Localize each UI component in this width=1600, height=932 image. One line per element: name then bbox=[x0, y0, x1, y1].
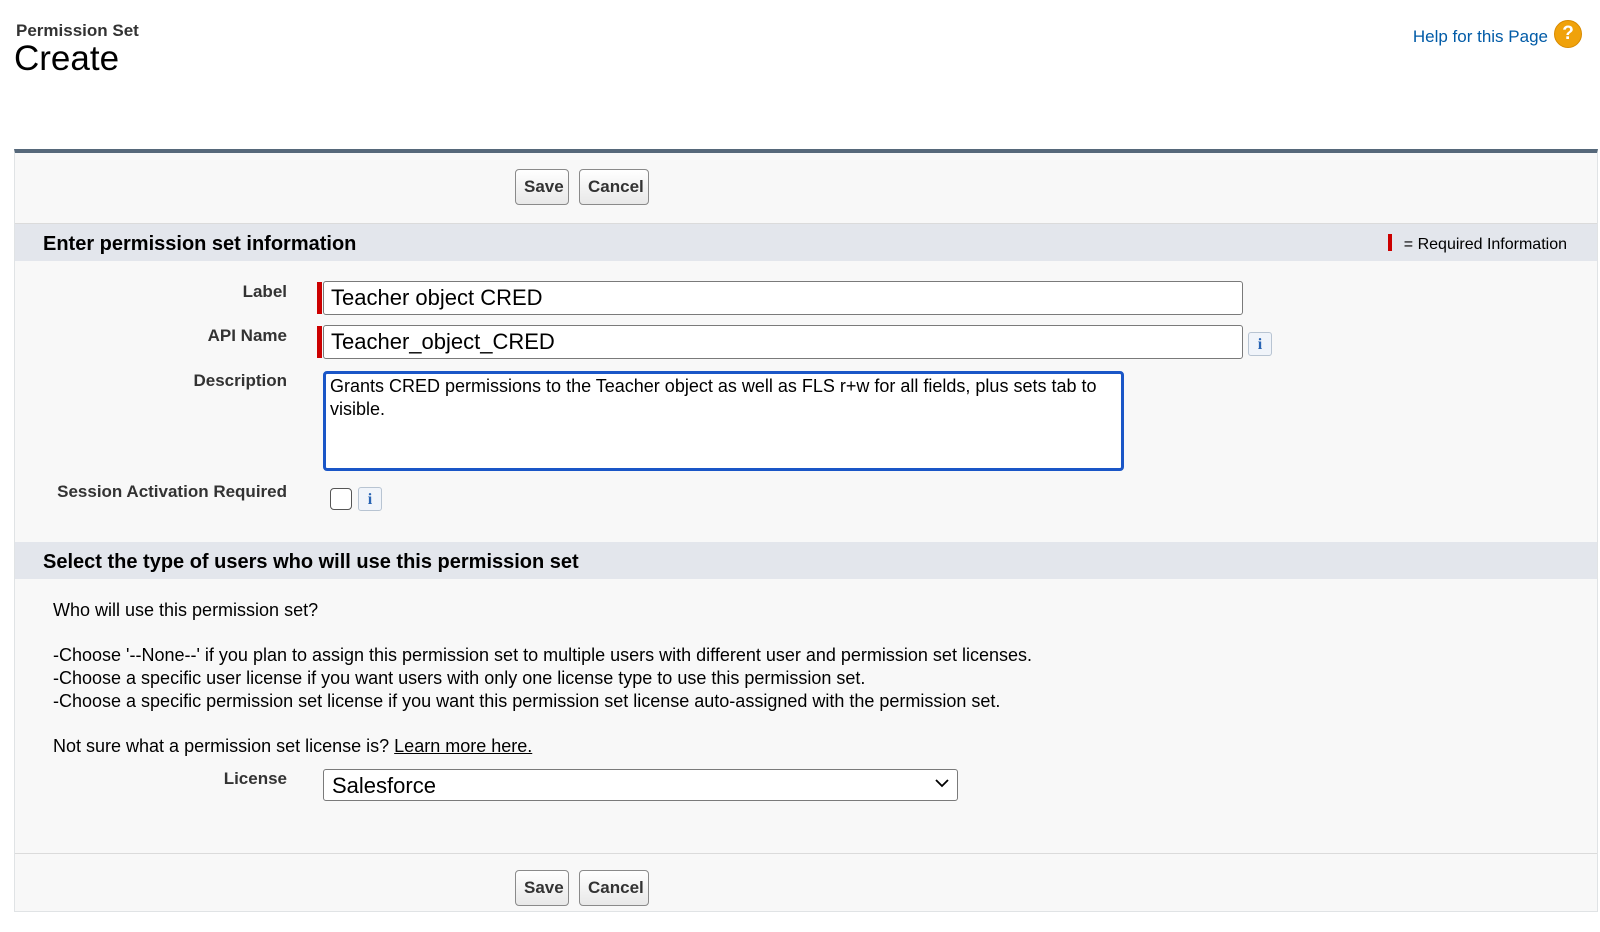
chevron-down-icon bbox=[933, 774, 951, 792]
label-field-label: Label bbox=[242, 282, 287, 301]
license-field-label: License bbox=[223, 769, 287, 788]
license-help-line: Not sure what a permission set license is? Learn more here. bbox=[53, 736, 533, 756]
cancel-button-top[interactable]: Cancel bbox=[579, 169, 649, 205]
learn-more-link[interactable]: Learn more here. bbox=[394, 736, 533, 756]
license-select[interactable] bbox=[323, 769, 958, 801]
page-title: Create bbox=[14, 39, 120, 78]
bottom-button-row bbox=[15, 853, 1597, 924]
save-button-top[interactable]: Save bbox=[515, 169, 569, 205]
license-selected-value: Salesforce bbox=[332, 773, 436, 798]
info-icon[interactable]: i bbox=[358, 487, 382, 511]
api-name-field-label: API Name bbox=[207, 326, 287, 345]
description-field-label: Description bbox=[193, 371, 287, 390]
section-header-users bbox=[15, 542, 1597, 579]
description-textarea[interactable] bbox=[323, 371, 1124, 471]
question-text: Who will use this permission set? bbox=[53, 600, 319, 620]
required-legend: = Required Information bbox=[1388, 234, 1567, 254]
api-name-input[interactable] bbox=[323, 325, 1243, 359]
section-title: Enter permission set information bbox=[43, 233, 357, 255]
section-title: Select the type of users who will use this permission set bbox=[43, 551, 579, 573]
page-type-label: Permission Set bbox=[16, 21, 139, 40]
cancel-button-bottom[interactable]: Cancel bbox=[579, 870, 649, 906]
help-link[interactable]: Help for this Page bbox=[1412, 27, 1548, 46]
instruction-line: -Choose a specific user license if you want users with only one license type to use this permission set. bbox=[53, 668, 866, 688]
info-icon[interactable]: i bbox=[1248, 332, 1272, 356]
permission-set-form bbox=[14, 149, 1598, 912]
section-header-info bbox=[15, 224, 1597, 261]
instruction-line: -Choose '--None--' if you plan to assign this permission set to multiple users with different user and permission set licenses. bbox=[53, 645, 1032, 665]
help-icon[interactable]: ? bbox=[1554, 20, 1582, 48]
save-button-bottom[interactable]: Save bbox=[515, 870, 569, 906]
required-marker bbox=[317, 282, 322, 314]
label-input[interactable] bbox=[323, 281, 1243, 315]
required-marker bbox=[317, 326, 322, 358]
top-button-row bbox=[15, 153, 1597, 224]
session-activation-checkbox[interactable] bbox=[330, 488, 352, 510]
instruction-line: -Choose a specific permission set license if you want this permission set license auto-assigned with the permission set. bbox=[53, 691, 1001, 711]
required-marker bbox=[1388, 234, 1392, 251]
session-activation-label: Session Activation Required bbox=[57, 482, 287, 501]
